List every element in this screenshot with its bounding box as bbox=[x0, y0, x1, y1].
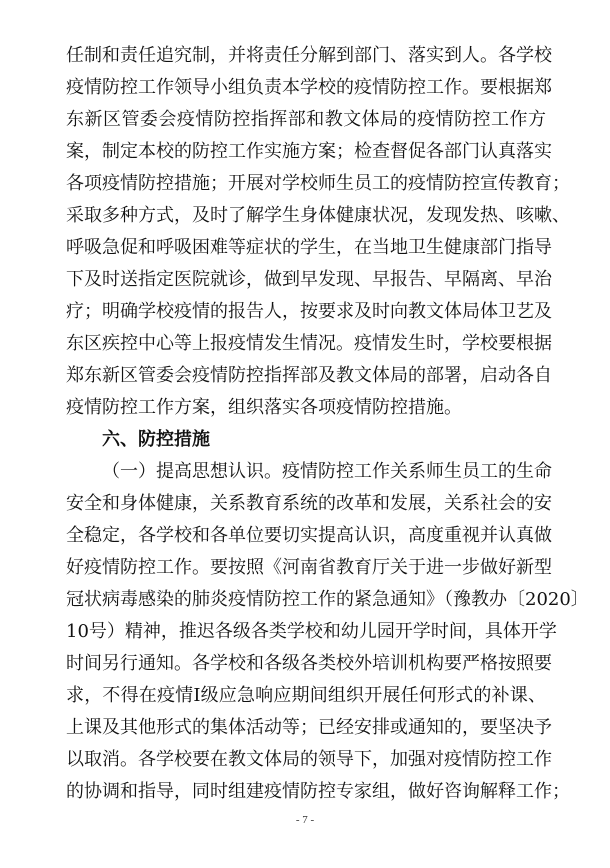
text-line: 10号）精神，推迟各级各类学校和幼儿园开学时间，具体开学 bbox=[66, 621, 557, 642]
text-line: 好疫情防控工作。要按照《河南省教育厅关于进一步做好新型 bbox=[66, 557, 552, 578]
text-line: 时间另行通知。各学校和各级各类校外培训机构要严格按照要 bbox=[66, 653, 552, 674]
paragraph-2 bbox=[66, 456, 589, 808]
section-heading: 六、防控措施 bbox=[102, 429, 210, 450]
text-line: 求，不得在疫情Ⅰ级应急响应期间组织开展任何形式的补课、 bbox=[66, 685, 546, 706]
text-line: 疫情防控工作方案，组织落实各项疫情防控措施。 bbox=[66, 397, 462, 418]
text-line: 疫情防控工作领导小组负责本学校的疫情防控工作。要根据郑 bbox=[66, 77, 552, 98]
text-line: 下及时送指定医院就诊，做到早发现、早报告、早隔离、早治 bbox=[66, 269, 552, 290]
text-line: 案，制定本校的防控工作实施方案；检查督促各部门认真落实 bbox=[66, 141, 552, 162]
body-text bbox=[66, 40, 589, 808]
text-line: 以取消。各学校要在教文体局的领导下，加强对疫情防控工作 bbox=[66, 749, 552, 770]
text-line: （一）提高思想认识。疫情防控工作关系师生员工的生命 bbox=[102, 461, 552, 482]
text-line: 郑东新区管委会疫情防控指挥部及教文体局的部署，启动各自 bbox=[66, 365, 552, 386]
text-line: 的协调和指导，同时组建疫情防控专家组，做好咨询解释工作； bbox=[66, 781, 570, 802]
text-line: 各项疫情防控措施；开展对学校师生员工的疫情防控宣传教育； bbox=[66, 173, 570, 194]
text-line: 冠状病毒感染的肺炎疫情防控工作的紧急通知》（豫教办〔2020〕 bbox=[66, 589, 589, 610]
text-line: 安全和身体健康，关系教育系统的改革和发展，关系社会的安 bbox=[66, 493, 552, 514]
text-line: 上课及其他形式的集体活动等；已经安排或通知的，要坚决予 bbox=[66, 717, 552, 738]
text-line: 全稳定，各学校和各单位要切实提高认识，高度重视并认真做 bbox=[66, 525, 552, 546]
text-line: 呼吸急促和呼吸困难等症状的学生，在当地卫生健康部门指导 bbox=[66, 237, 552, 258]
text-line: 东新区管委会疫情防控指挥部和教文体局的疫情防控工作方 bbox=[66, 109, 546, 130]
page-number: - 7 - bbox=[295, 814, 315, 826]
text-line: 疗；明确学校疫情的报告人，按要求及时向教文体局体卫艺及 bbox=[66, 301, 552, 322]
text-line: 任制和责任追究制，并将责任分解到部门、落实到人。各学校 bbox=[66, 45, 552, 66]
text-line: 采取多种方式，及时了解学生身体健康状况，发现发热、咳嗽、 bbox=[66, 205, 570, 226]
paragraph-1 bbox=[66, 40, 570, 424]
text-line: 东区疾控中心等上报疫情发生情况。疫情发生时，学校要根据 bbox=[66, 333, 552, 354]
